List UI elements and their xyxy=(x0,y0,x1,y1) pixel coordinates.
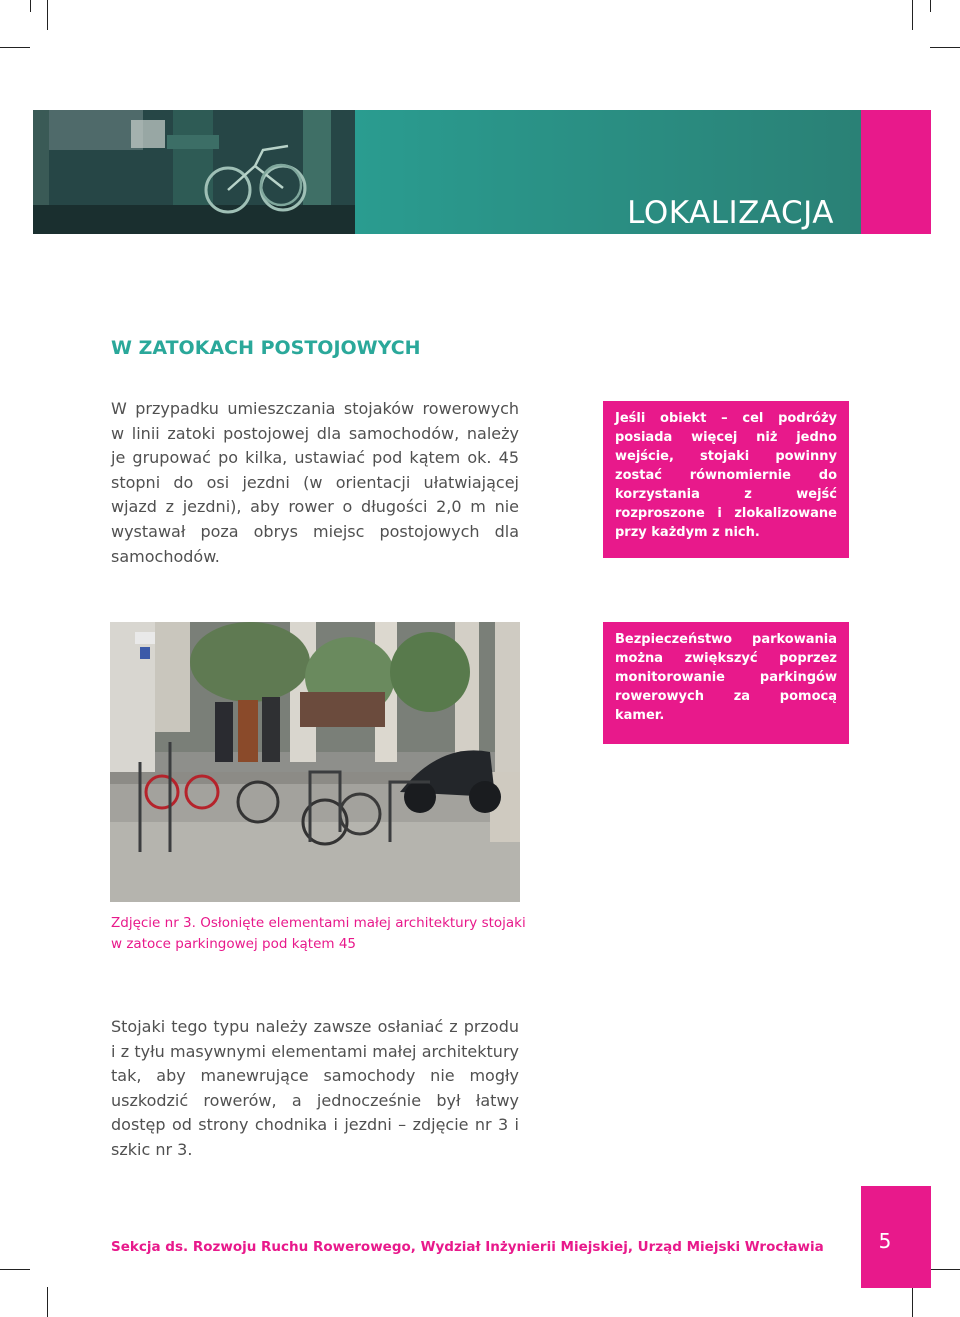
photo-caption xyxy=(111,913,531,955)
photo-caption-line-2: w zatoce parkingowej pod kątem 45 xyxy=(111,936,356,952)
bike-parking-photo xyxy=(110,622,520,902)
page-number-box xyxy=(861,1186,931,1288)
header-accent-block xyxy=(861,110,931,234)
section-heading: W ZATOKACH POSTOJOWYCH xyxy=(111,337,421,359)
photo-caption-line-1: Zdjęcie nr 3. Osłonięte elementami małej architektury stojaki xyxy=(111,915,526,931)
page-title: LOKALIZACJA xyxy=(627,195,834,231)
footer-credits: Sekcja ds. Rozwoju Ruchu Rowerowego, Wydział Inżynierii Miejskiej, Urząd Miejski Wrocławia xyxy=(111,1239,824,1255)
intro-paragraph: W przypadku umieszczania stojaków rowerowych w linii zatoki postojowej dla samochodów, należy je grupować po kilka, ustawiać pod kątem ok. 45 stopni do osi jezdni (w orientacji ułatwiającej wjazd z jezdni), aby rower o długości 2,0 m nie wystawał poza obrys miejsc postojowych dla samochodów. xyxy=(111,399,519,566)
header-photo xyxy=(33,110,355,234)
callout-box-entrances: Jeśli obiekt – cel podróży posiada więcej niż jedno wejście, stojaki powinny zostać równomiernie do korzystania z wejść rozproszone i zlokalizowane przy każdym z nich. xyxy=(603,401,849,558)
detail-paragraph: Stojaki tego typu należy zawsze osłaniać z przodu i z tyłu masywnymi elementami małej architektury tak, aby manewrujące samochody nie mogły uszkodzić rowerów, a jednocześnie był łatwy dostęp od strony chodnika i jezdni – zdjęcie nr 3 i szkic nr 3. xyxy=(111,1017,519,1159)
page-number: 5 xyxy=(878,1229,892,1253)
callout-box-security: Bezpieczeństwo parkowania można zwiększyć poprzez monitorowanie parkingów rowerowych za pomocą kamer. xyxy=(603,622,849,744)
